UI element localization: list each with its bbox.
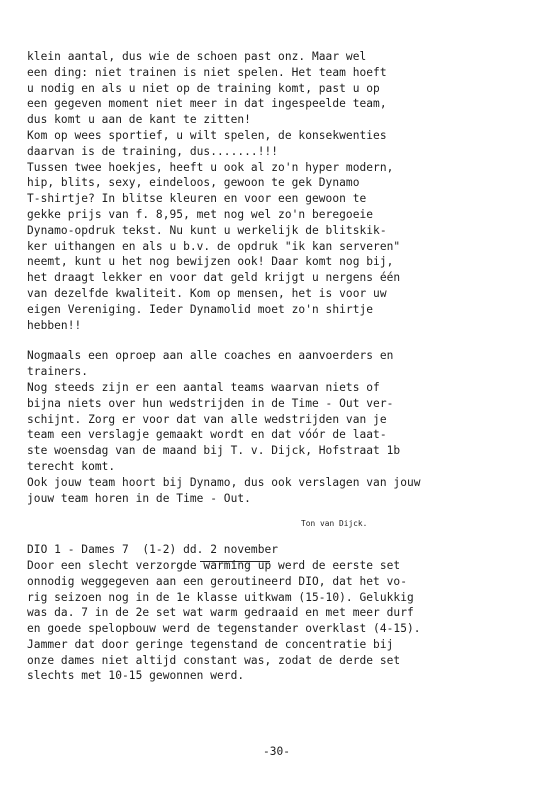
paragraph-spacer bbox=[27, 506, 537, 516]
text-line: Dynamo-opdruk tekst. Nu kunt u werkelijk de blitskik- bbox=[27, 223, 387, 237]
text-line: Ook jouw team hoort bij Dynamo, dus ook verslagen van jouw bbox=[27, 475, 421, 489]
text-line: ste woensdag van de maand bij T. v. Dijck, Hofstraat 1b bbox=[27, 444, 401, 458]
text-line: was da. 7 in de 2e set wat warm gedraaid en met meer durf bbox=[27, 606, 414, 620]
text-line: team een verslagje gemaakt wordt en dat vóór de laat- bbox=[27, 428, 387, 442]
text-line: schijnt. Zorg er voor dat van alle wedstrijden van je bbox=[27, 412, 387, 426]
text-line: jouw team horen in de Time - Out. bbox=[27, 491, 251, 505]
heading-underline bbox=[200, 561, 270, 562]
text-line: het draagt lekker en voor dat geld krijgt u nergens één bbox=[27, 271, 401, 285]
text-line: van dezelfde kwaliteit. Kom op mensen, het is voor uw bbox=[27, 286, 387, 300]
document-body bbox=[27, 49, 537, 684]
paragraph-match-report bbox=[27, 542, 537, 684]
text-line: een gegeven moment niet meer in dat ingespeelde team, bbox=[27, 97, 387, 111]
text-line: ker uithangen en als u b.v. de opdruk "ik kan serveren" bbox=[27, 239, 401, 253]
text-line: gekke prijs van f. 8,95, met nog wel zo'n beregoeie bbox=[27, 207, 374, 221]
text-line: Nog steeds zijn er een aantal teams waarvan niets of bbox=[27, 380, 380, 394]
text-line: trainers. bbox=[27, 365, 89, 379]
text-line: klein aantal, dus wie de schoen past onz. Maar wel bbox=[27, 50, 367, 63]
paragraph-spacer bbox=[27, 532, 537, 542]
text-line: hip, blits, sexy, eindeloos, gewoon te gek Dynamo bbox=[27, 176, 360, 190]
text-line: bijna niets over hun wedstrijden in de Time - Out ver- bbox=[27, 396, 394, 410]
paragraph-training bbox=[27, 49, 537, 333]
text-line: eigen Vereniging. Ieder Dynamolid moet zo'n shirtje bbox=[27, 302, 374, 316]
match-heading: DIO 1 - Dames 7 (1-2) dd. 2 november bbox=[27, 543, 279, 557]
text-line: een ding: niet trainen is niet spelen. Het team hoeft bbox=[27, 65, 387, 79]
text-line: Door een slecht verzorgde warming up werd de eerste set bbox=[27, 558, 401, 572]
text-line: dus komt u aan de kant te zitten! bbox=[27, 113, 251, 127]
text-line: hebben!! bbox=[27, 318, 82, 332]
page-number: -30- bbox=[263, 745, 290, 758]
text-line: onnodig weggegeven aan een geroutineerd DIO, dat het vo- bbox=[27, 574, 407, 588]
text-line: Tussen twee hoekjes, heeft u ook al zo'n hyper modern, bbox=[27, 160, 394, 174]
text-line: slechts met 10-15 gewonnen werd. bbox=[27, 669, 245, 683]
text-line: terecht komt. bbox=[27, 459, 116, 473]
text-line: T-shirtje? In blitse kleuren en voor een gewoon te bbox=[27, 192, 367, 206]
signature: Ton van Dijck. bbox=[301, 519, 368, 529]
text-line: Jammer dat door geringe tegenstand de concentratie bij bbox=[27, 637, 394, 651]
text-line: rig seizoen nog in de 1e klasse uitkwam (15-10). Gelukkig bbox=[27, 590, 414, 604]
text-line: onze dames niet altijd constant was, zodat de derde set bbox=[27, 653, 401, 667]
paragraph-spacer bbox=[27, 333, 537, 348]
text-line: Kom op wees sportief, u wilt spelen, de konsekwenties bbox=[27, 128, 387, 142]
paragraph-oproep bbox=[27, 348, 537, 506]
text-line: en goede spelopbouw werd de tegenstander overklast (4-15). bbox=[27, 622, 421, 636]
text-line: neemt, kunt u het nog bewijzen ook! Daar komt nog bij, bbox=[27, 255, 394, 269]
text-line: u nodig en als u niet op de training komt, past u op bbox=[27, 81, 380, 95]
text-line: daarvan is de training, dus.......!!! bbox=[27, 144, 279, 158]
text-line: Nogmaals een oproep aan alle coaches en aanvoerders en bbox=[27, 349, 394, 363]
